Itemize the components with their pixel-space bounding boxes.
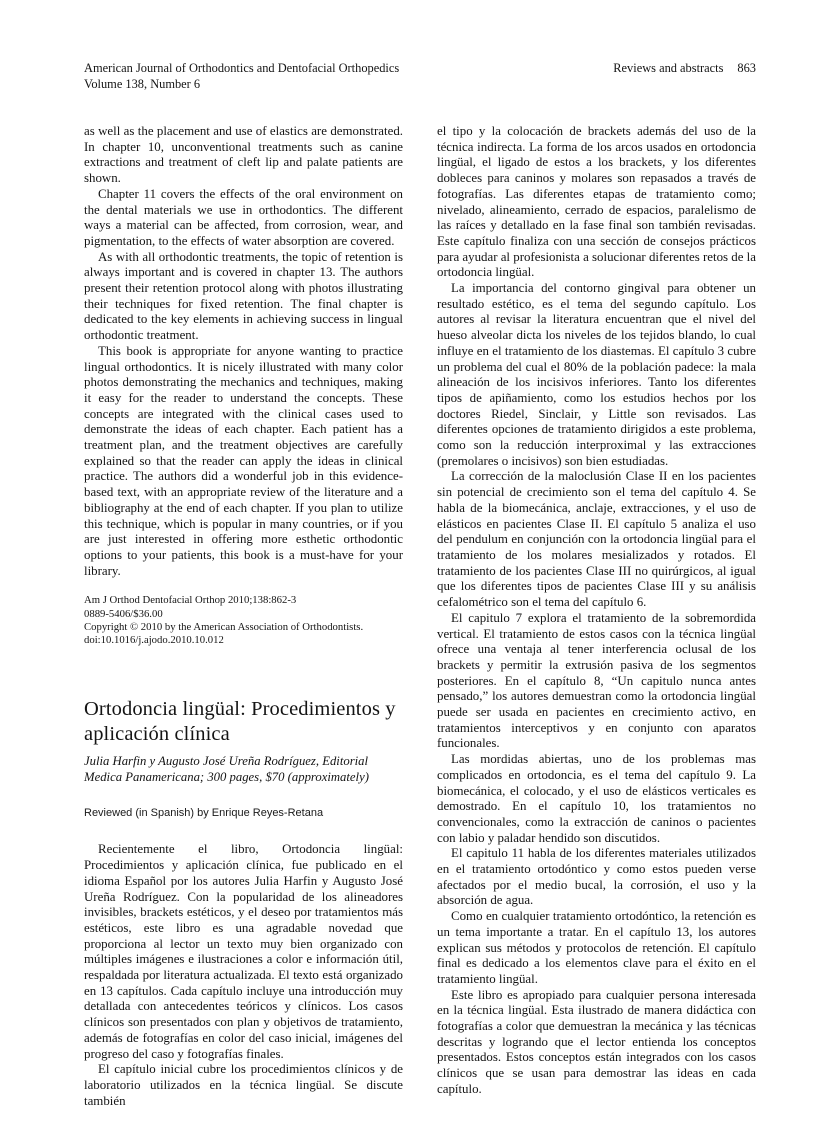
paragraph: Las mordidas abiertas, uno de los problemas mas complicados en ortodoncia, es el tema del capítulo 9. La biomecánica, el colocado, y el uso de elásticos verticales es demostrado. En el capítulo 10, los tratamientos no convencionales, como la extracción de caninos o pacientes con labio y paladar hendido son discutidos. [437,752,756,845]
paragraph: La corrección de la maloclusión Clase II en los pacientes sin potencial de crecimiento son el tema del capítulo 4. Se habla de la biomecánica, anclaje, extracciones, y el uso de elásticos en pacientes Clase II. El capítulo 5 analiza el uso del pendulum en conjunción con la ortodoncia lingüal para el tratamiento de los molares mesializados y rotados. El tratamiento de los pacientes Clase III no quirúrgicos, al igual que los diferentes tipos de pacientes Clase III y su análisis cefalométrico son el tema del capítulo 6. [437,469,756,610]
paragraph: Chapter 11 covers the effects of the oral environment on the dental materials we use in orthodontics. The different ways a material can be affected, from corrosion, wear, and pigmentation, to the effects of water absorption are covered. [84,186,403,248]
citation-line: Copyright © 2010 by the American Association of Orthodontists. [84,620,364,633]
paragraph: El capítulo inicial cubre los procedimientos clínicos y de laboratorio utilizados en la técnica lingüal. Se discute también [84,1062,403,1108]
book-review-title: Ortodoncia lingüal: Procedimientos y aplicación clínica [84,698,396,746]
paragraph: El capitulo 7 explora el tratamiento de la sobremordida vertical. El tratamiento de estos casos con la técnica lingüal ofrece una ventaja al tener interferencia oclusal de los brackets y permitir la extrusión pasiva de los segmentos posteriores. En el capítulo 8, “Un capitulo nunca antes pensado,” los autores demuestran como la ortodoncia lingüal puede ser usada en pacientes en crecimiento activo, en tratamientos interceptivos y en conjunto con aparatos funcionales. [437,610,756,751]
paragraph: This book is appropriate for anyone wanting to practice lingual orthodontics. It is nicely illustrated with many color photos demonstrating the mechanics and techniques, making it easy for the reader to understand the concepts. These concepts are integrated with the clinical cases used to demonstrate the ideas of each chapter. Each patient has a treatment plan, and the treatment objectives are carefully explained so that the reader can apply the ideas in clinical practice. The authors did a wonderful job in this evidence-based text, with an appropriate review of the literature and a bibliography at the end of each chapter. If you plan to utilize this technique, which is popular in many countries, or if you are just interested in offering more esthetic orthodontic options to your patients, this book is a must-have for your library. [84,343,403,578]
journal-identification [84,60,399,92]
paragraph: As with all orthodontic treatments, the topic of retention is always important and is covered in chapter 13. The authors present their retention protocol along with photos illustrating their techniques for fixed retention. The final chapter is dedicated to the key elements in achieving success in lingual orthodontic treatment. [84,249,403,343]
book-authors-publisher: Julia Harfin y Augusto José Ureña Rodríguez, Editorial Medica Panamericana; 300 pages, $70 (approximately) [84,754,369,784]
paragraph: La importancia del contorno gingival para obtener un resultado estético, es el tema del segundo capítulo. Los autores al revisar la literatura encuentran que el nivel del hueso alveolar dicta los niveles de los tejidos blando, lo cual influye en el tratamiento de los diastemas. El capítulo 3 cubre un problema del cual el 80% de la población padece: la mala alineación de los incisivos inferiores. Tanto los diferentes tipos de apiñamiento, como los estudios hechos por los doctores Riedel, Sinclair, y Little son revisados. Las diferentes opciones de tratamiento dirigidos a este problema, como son la reducción interproximal y las extracciones (premolares o incisivos) son bien estudiadas. [437,281,756,468]
page-number: 863 [737,61,756,75]
journal-name: American Journal of Orthodontics and Dentofacial Orthopedics [84,61,400,75]
citation-block [84,594,403,647]
two-column-body [84,124,756,1109]
right-column [437,124,756,1109]
paragraph: Como en cualquier tratamiento ortodóntico, la retención es un tema importante a tratar. En el capítulo 13, los autores explican sus métodos y protocolos de retención. El capítulo final es dedicado a los elementos clave para el éxito en el tratamiento lingüal. [437,909,756,986]
paragraph: Recientemente el libro, Ortodoncia lingüal: Procedimientos y aplicación clínica, fue publicado en el idioma Español por los autores Julia Harfin y Augusto José Ureña Rodríguez. Con la popularidad de los alineadores invisibles, brackets estéticos, y el deseo por tratamientos más estéticos, este libro es una agradable novedad que proporciona al lector un texto muy bien organizado con múltiples imágenes e ilustraciones a color e información útil, respaldada por literatura actualizada. El texto está organizado en 13 capítulos. Cada capítulo incluye una introducción muy detallada con antecedentes teóricos y clínicos. Los casos clínicos son presentados con plan y objetivos de tratamiento, además de fotografías en color del caso inicial, imágenes del progreso del caso y fotografías finales. [84,842,403,1061]
left-column [84,124,403,1109]
volume-number: Volume 138, Number 6 [84,77,201,92]
citation-line: Am J Orthod Dentofacial Orthop 2010;138:862-3 [84,594,297,607]
section-title: Reviews and abstracts [613,61,724,75]
reviewer-byline: Reviewed (in Spanish) by Enrique Reyes-Retana [84,807,324,820]
running-head [84,60,756,92]
paragraph: Este libro es apropiado para cualquier persona interesada en la técnica lingüal. Esta ilustrado de manera didáctica con fotografías a color que demuestran la mecánica y las técnicas descritas y logrando que el lector entienda los conceptos presentados. Estos conceptos están integrados con los casos clínicos que se usan para demostrar las ideas en cada capítulo. [437,987,756,1096]
citation-line: doi:10.1016/j.ajodo.2010.10.012 [84,634,224,646]
section-and-page [613,60,756,76]
paragraph: el tipo y la colocación de brackets además del uso de la técnica indirecta. La forma de los arcos usados en ortodoncia lingüal, el ligado de estos a los brackets, y los diferentes dobleces para caninos y molares son repasados a través de fotografías. Las diferentes etapas de tratamiento como; nivelado, alineamiento, cerrado de espacios, paralelismo de las raíces y detallado en la fase final son también revisadas. Este capítulo finaliza con una sección de consejos prácticos para ayudar al profesionista a solucionar diferentes retos de la ortodoncia lingüal. [437,124,756,280]
paragraph: as well as the placement and use of elastics are demonstrated. In chapter 10, unconventional treatments such as canine extractions and treatment of cleft lip and palate patients are shown. [84,124,403,186]
paragraph: El capitulo 11 habla de los diferentes materiales utilizados en el tratamiento ortodóntico y como estos pueden verse afectados por el medio bucal, la corrosión, el uso y la absorción de agua. [437,846,756,908]
citation-line: 0889-5406/$36.00 [84,607,163,620]
